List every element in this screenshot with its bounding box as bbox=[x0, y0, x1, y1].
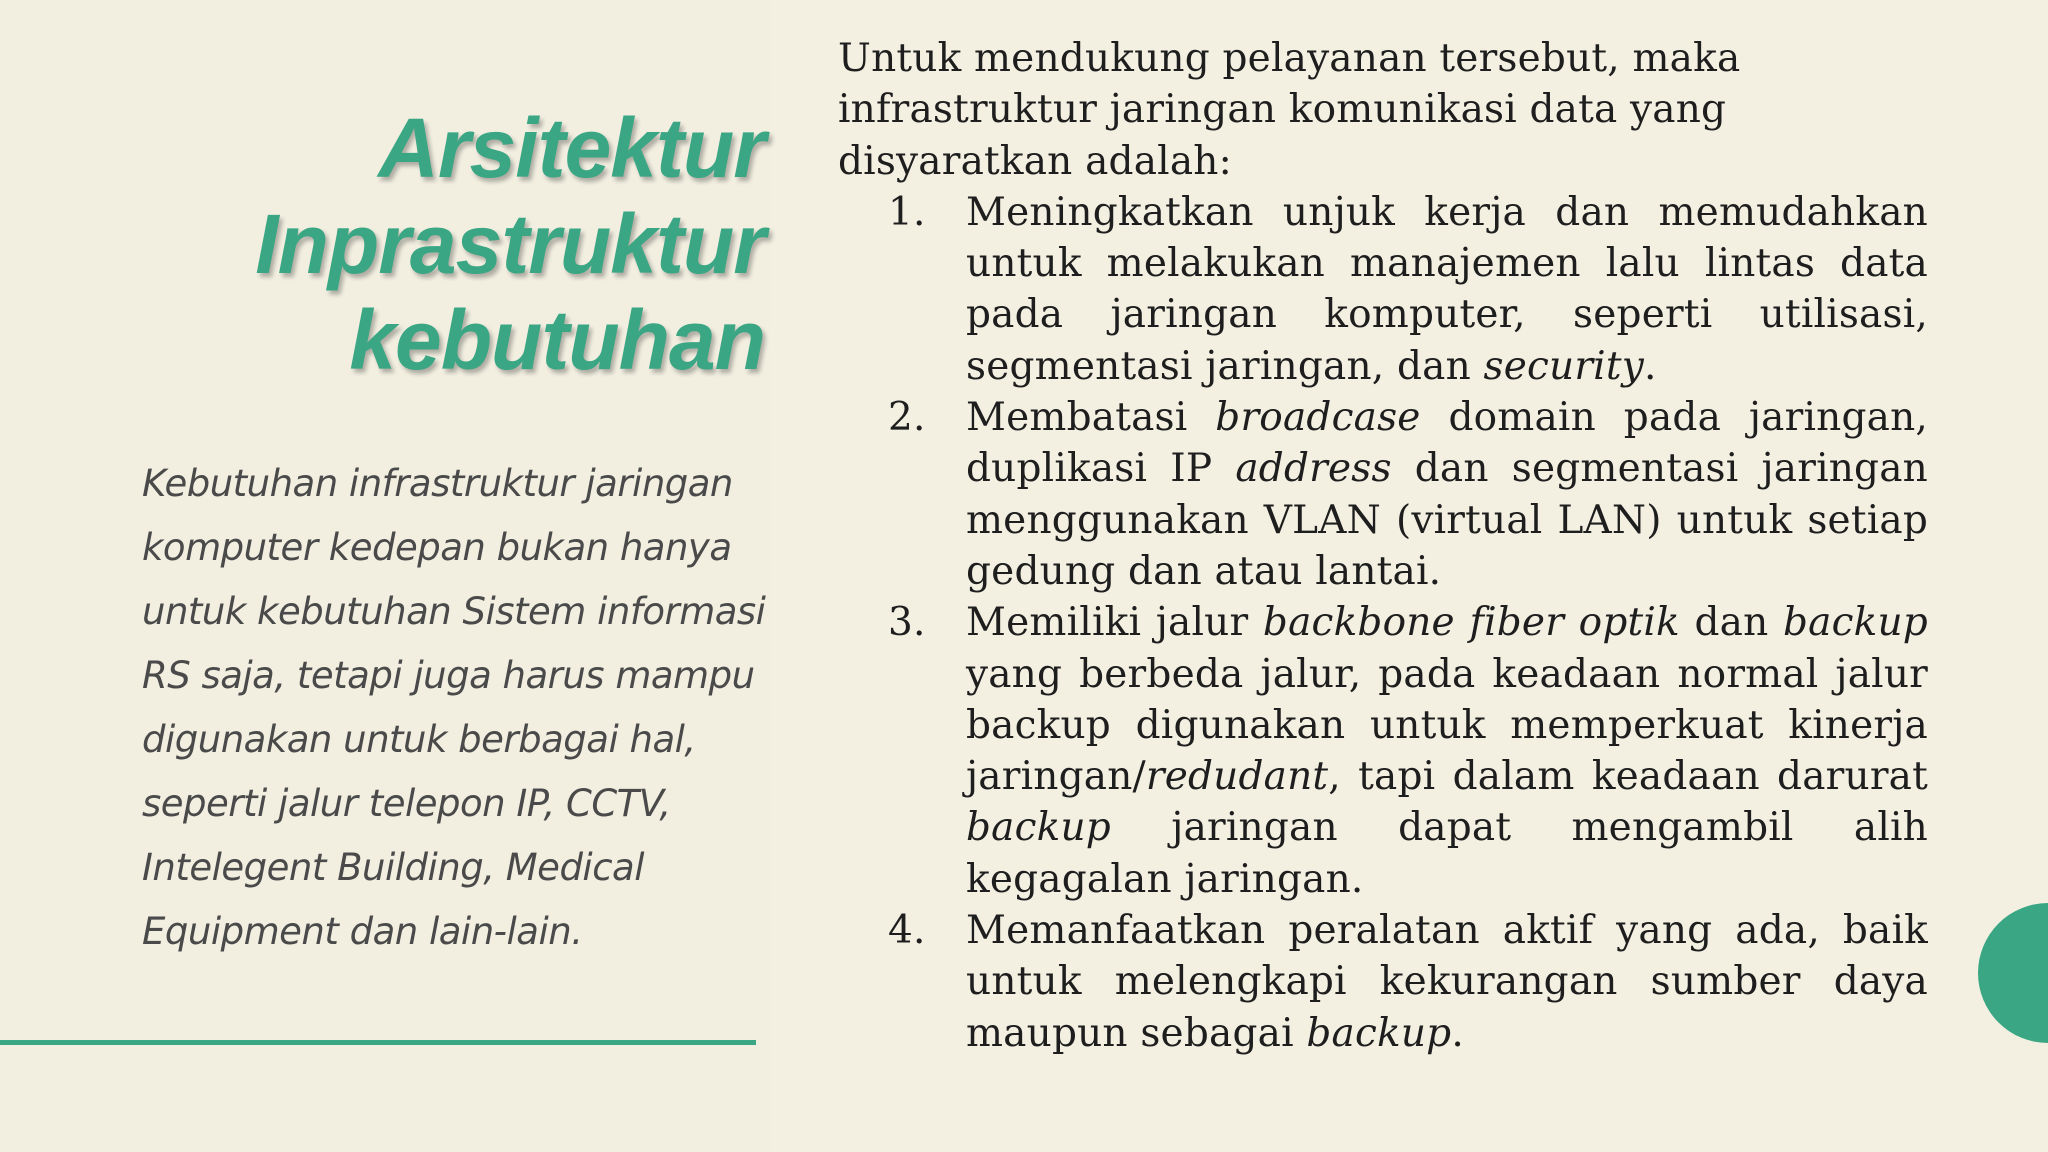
title-line-2: Inprastruktur bbox=[255, 197, 765, 291]
item-emphasis: address bbox=[1235, 446, 1392, 492]
subtitle-line: seperti jalur telepon IP, CCTV, bbox=[142, 782, 671, 825]
item-emphasis: broadcase bbox=[1215, 395, 1421, 441]
item-emphasis: backup bbox=[1306, 1010, 1452, 1056]
subtitle-line: RS saja, tetapi juga harus mampu bbox=[142, 654, 755, 697]
list-number: 3. bbox=[888, 600, 926, 646]
item-text: jaringan dapat mengambil alih kegagalan jaringan. bbox=[966, 805, 1928, 902]
item-emphasis: backup bbox=[1783, 600, 1928, 646]
item-text: Membatasi bbox=[966, 395, 1216, 441]
body-text bbox=[838, 33, 1928, 1059]
slide-title bbox=[180, 100, 765, 388]
item-text: . bbox=[1643, 343, 1657, 389]
title-line-1: Arsitektur bbox=[378, 101, 765, 195]
item-emphasis: backbone fiber optik bbox=[1262, 600, 1680, 646]
list-number: 1. bbox=[888, 189, 926, 235]
item-text: dan segmentasi jaringan menggunakan VLAN (virtual LAN) untuk setiap gedung dan atau lantai. bbox=[966, 446, 1928, 594]
title-line-3: kebutuhan bbox=[349, 293, 765, 387]
list-item bbox=[838, 392, 1928, 597]
accent-divider bbox=[0, 1040, 756, 1045]
subtitle-text bbox=[142, 452, 766, 964]
item-text: , tapi dalam keadaan darurat bbox=[1328, 754, 1928, 800]
intro-line: infrastruktur jaringan komunikasi data yang bbox=[838, 87, 1727, 133]
subtitle-line: untuk kebutuhan Sistem informasi bbox=[142, 590, 766, 633]
subtitle-line: digunakan untuk berbagai hal, bbox=[142, 718, 696, 761]
list-item bbox=[838, 187, 1928, 392]
item-text: Memiliki jalur bbox=[966, 600, 1263, 646]
item-text: domain pada jaringan, duplikasi IP bbox=[966, 395, 1928, 492]
subtitle-line: Intelegent Building, Medical bbox=[142, 846, 645, 889]
list-number: 2. bbox=[888, 395, 926, 441]
subtitle-line: komputer kedepan bukan hanya bbox=[142, 526, 732, 569]
item-text: Meningkatkan unjuk kerja dan memudahkan untuk melakukan manajemen lalu lintas data pada jaringan komputer, seperti utilisasi, segmentasi jaringan, dan bbox=[966, 189, 1928, 389]
item-text: yang berbeda jalur, pada keadaan normal jalur backup digunakan untuk memperkuat kinerja jaringan/ bbox=[966, 651, 1928, 800]
item-emphasis: security bbox=[1483, 343, 1644, 389]
intro-line: Untuk mendukung pelayanan tersebut, maka bbox=[838, 36, 1741, 81]
list-item bbox=[838, 597, 1928, 905]
intro-line: disyaratkan adalah: bbox=[838, 138, 1232, 184]
item-text: . bbox=[1451, 1010, 1464, 1056]
item-emphasis: redudant bbox=[1145, 754, 1329, 800]
accent-circle bbox=[1978, 903, 2048, 1043]
intro-paragraph bbox=[838, 33, 1928, 187]
requirements-list bbox=[838, 187, 1928, 1059]
subtitle-line: Equipment dan lain-lain. bbox=[142, 910, 583, 953]
item-text: Memanfaatkan peralatan aktif yang ada, baik untuk melengkapi kekurangan sumber daya maupun sebagai bbox=[966, 908, 1928, 1056]
item-text: dan bbox=[1679, 600, 1783, 646]
list-item bbox=[838, 905, 1928, 1059]
subtitle-line: Kebutuhan infrastruktur jaringan bbox=[142, 462, 733, 505]
item-emphasis: backup bbox=[966, 805, 1111, 851]
list-number: 4. bbox=[888, 908, 926, 954]
